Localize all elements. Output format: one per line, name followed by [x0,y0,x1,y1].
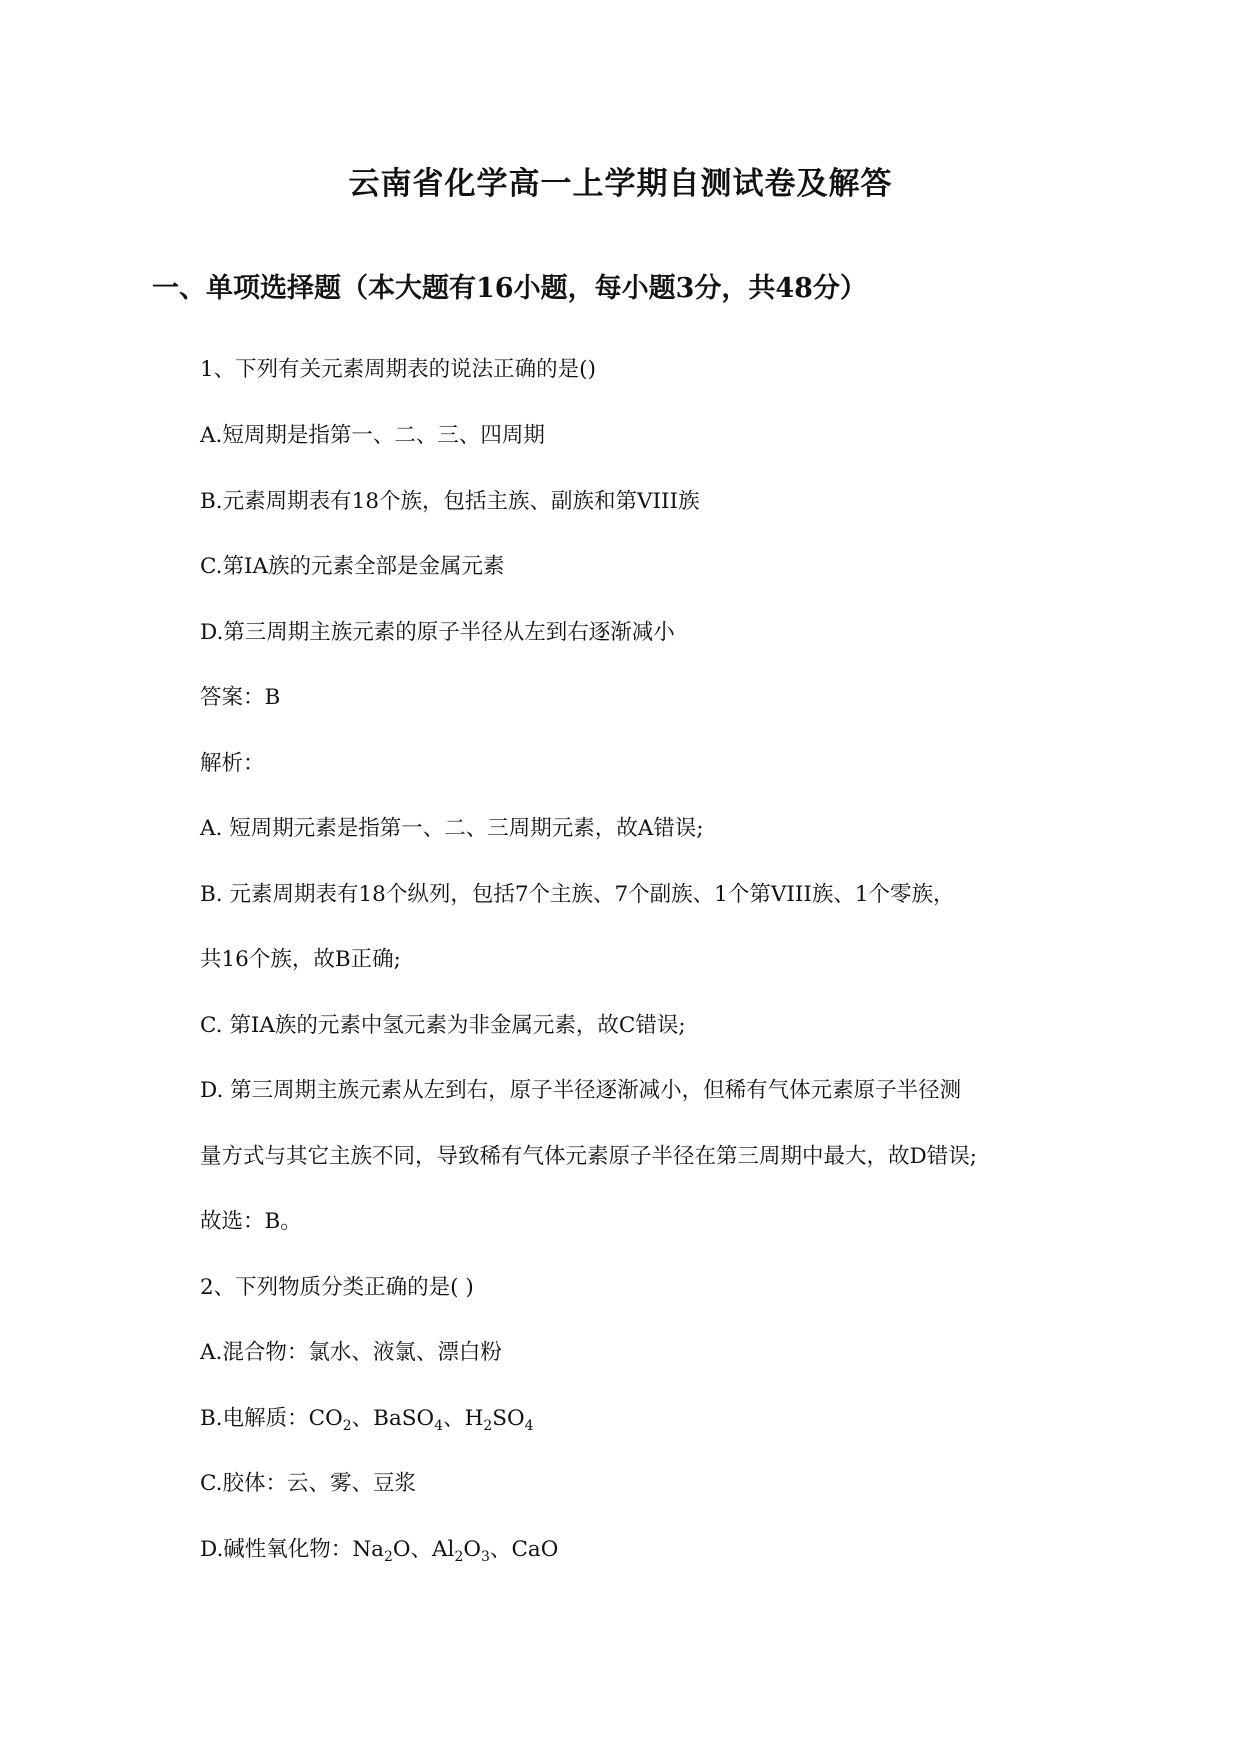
formula-al2o3: $Al_2O_3$ [432,1537,490,1565]
question-1-option-c: C.第IA族的元素全部是金属元素 [200,554,505,579]
analysis-b-line-1: B. 元素周期表有18个纵列，包括7个主族、7个副族、1个第VIII族、1个零族， [200,882,955,907]
section-heading: 一、单项选择题（本大题有16小题，每小题3分，共48分） [152,273,867,304]
formula-co2: $CO_2$ [308,1406,352,1434]
question-1-option-b: B.元素周期表有18个族，包括主族、副族和第VIII族 [200,489,700,514]
formula-baso4: BaSO$_4$ [373,1406,444,1434]
formula-h2so4: $H_2SO_4$ [464,1406,534,1434]
analysis-label: 解析： [200,751,265,776]
analysis-c: C. 第IA族的元素中氢元素为非金属元素，故C错误; [200,1013,686,1038]
formula-na2o: $Na_2O$ [352,1537,411,1565]
document-title: 云南省化学高一上学期自测试卷及解答 [348,166,893,202]
option-prefix: D.碱性氧化物： [200,1537,353,1562]
analysis-a: A. 短周期元素是指第一、二、三周期元素，故A错误; [200,816,704,841]
question-1-stem: 1、下列有关元素周期表的说法正确的是() [200,357,596,382]
question-1-conclusion: 故选：B。 [200,1209,302,1234]
question-2-option-b: B.电解质：$CO_2$、BaSO$_4$、$H_2SO_4$ [200,1406,534,1434]
analysis-b-line-2: 共16个族，故B正确; [200,947,401,972]
question-1-option-d: D.第三周期主族元素的原子半径从左到右逐渐减小 [200,620,675,645]
question-2-stem: 2、下列物质分类正确的是( ) [200,1275,474,1300]
option-prefix: B.电解质： [200,1406,309,1431]
analysis-d-line-1: D. 第三周期主族元素从左到右，原子半径逐渐减小，但稀有气体元素原子半径测 [200,1078,962,1103]
formula-cao: CaO [511,1537,559,1562]
question-2-option-c: C.胶体：云、雾、豆浆 [200,1471,417,1496]
question-2-option-d: D.碱性氧化物：$Na_2O$、$Al_2O_3$、CaO [200,1537,559,1565]
question-1-option-a: A.短周期是指第一、二、三、四周期 [200,423,545,448]
question-2-option-a: A.混合物：氯水、液氯、漂白粉 [200,1340,502,1365]
question-1-answer: 答案：B [200,685,281,710]
analysis-d-line-2: 量方式与其它主族不同，导致稀有气体元素原子半径在第三周期中最大，故D错误; [200,1144,977,1169]
